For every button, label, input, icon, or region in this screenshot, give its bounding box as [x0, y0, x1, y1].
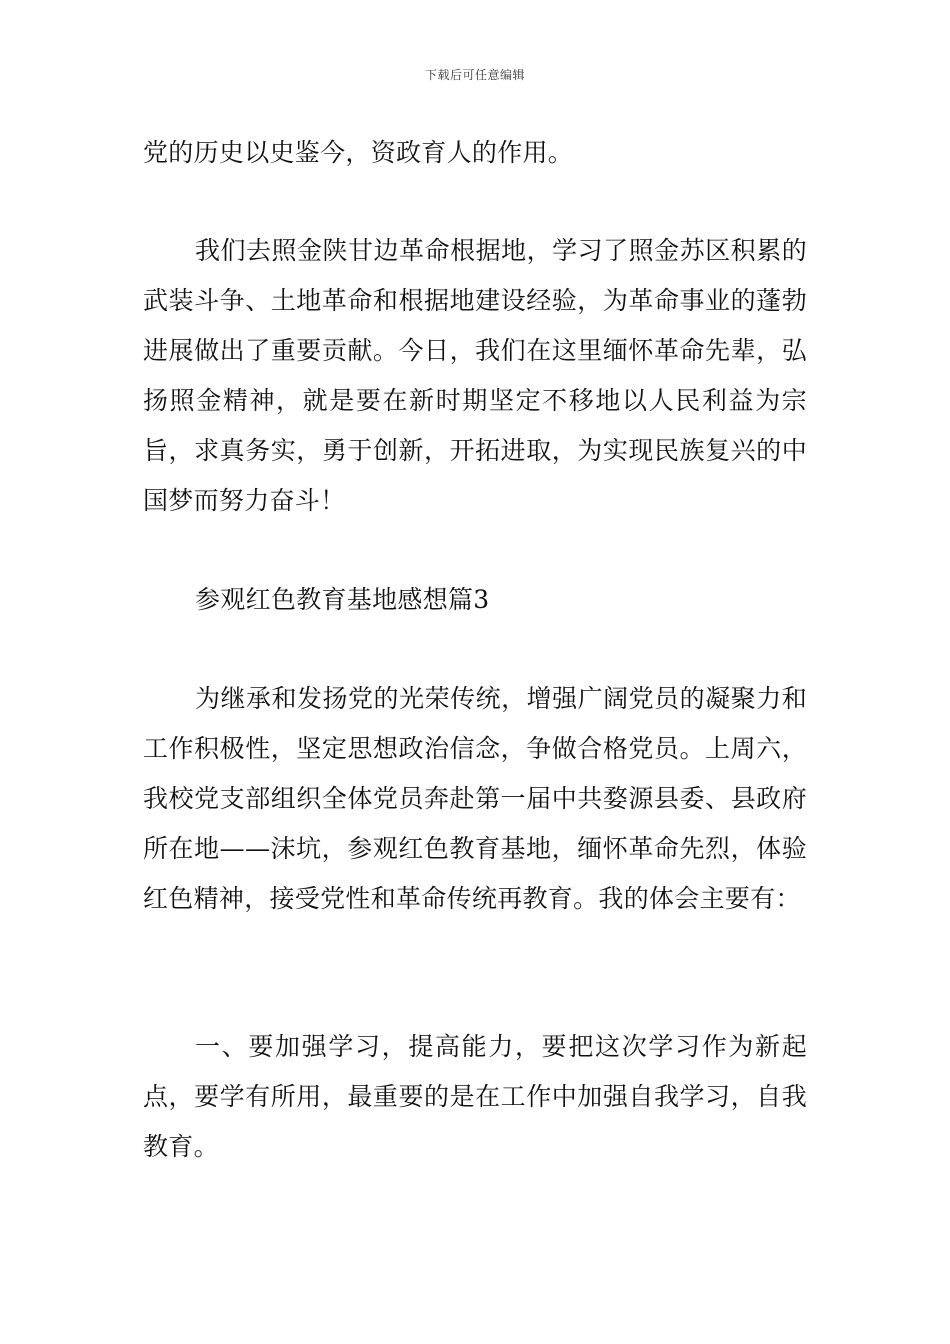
paragraph-point-one: 一、要加强学习，提高能力，要把这次学习作为新起点，要学有所用，最重要的是在工作中加强自我学习，自我教育。 — [143, 1032, 807, 1161]
paragraph-continuation: 党的历史以史鉴今，资政育人的作用。 — [143, 138, 574, 167]
paragraph-visit: 为继承和发扬党的光荣传统，增强广阔党员的凝聚力和工作积极性，坚定思想政治信念，争做合格党员。上周六，我校党支部组织全体党员奔赴第一届中共婺源县委、县政府所在地——沫坑，参观红色教育基地，缅怀革命先烈，体验红色精神，接受党性和革命传统再教育。我的体会主要有： — [143, 684, 807, 913]
page-header: 下载后可任意编辑 — [424, 68, 525, 82]
paragraph-zhaojin: 我们去照金陕甘边革命根据地，学习了照金苏区积累的武装斗争、土地革命和根据地建设经验，为革命事业的蓬勃进展做出了重要贡献。今日，我们在这里缅怀革命先辈，弘扬照金精神，就是要在新时期坚定不移地以人民利益为宗旨，求真务实，勇于创新，开拓进取，为实现民族复兴的中国梦而努力奋斗！ — [143, 236, 807, 515]
section-heading: 参观红色教育基地感想篇3 — [195, 585, 490, 614]
